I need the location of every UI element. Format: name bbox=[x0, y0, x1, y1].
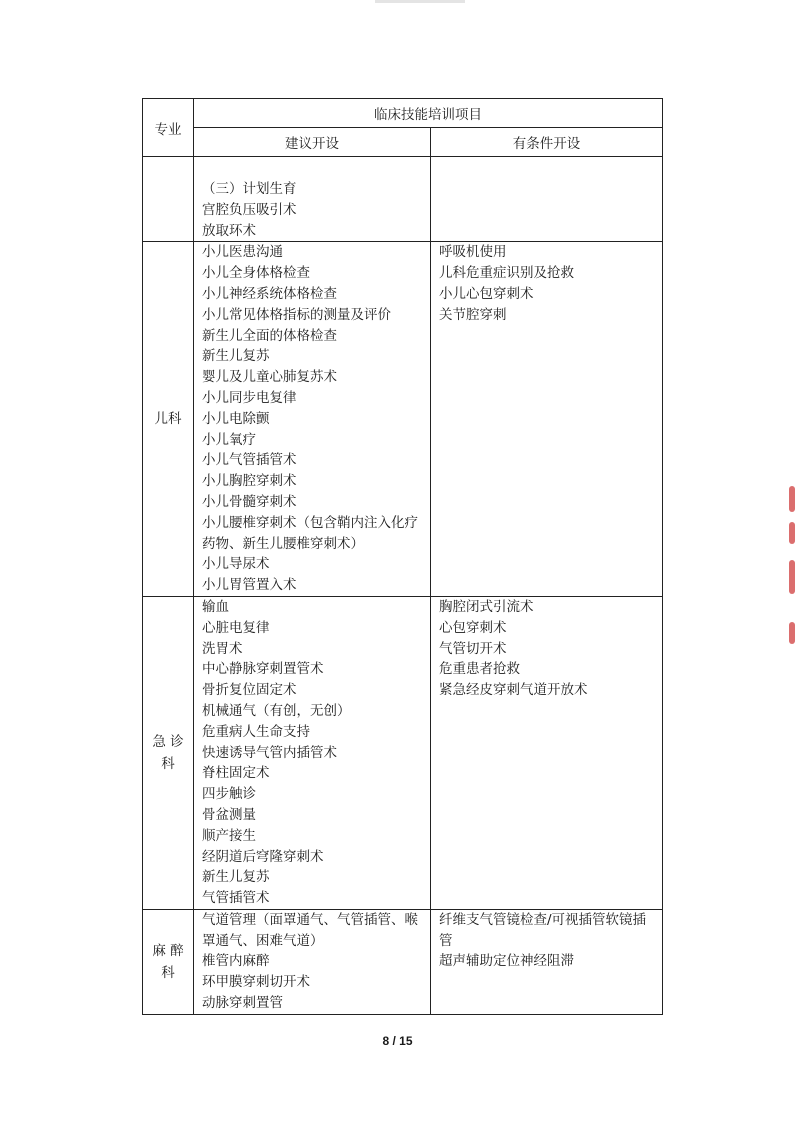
table-row bbox=[143, 157, 663, 242]
category-pediatrics: 儿科 bbox=[143, 242, 194, 597]
category-line: 急 诊 bbox=[152, 733, 184, 750]
suggested-cell bbox=[194, 596, 431, 909]
suggested-cell bbox=[194, 157, 431, 242]
list-item: 新生儿复苏 bbox=[202, 869, 270, 886]
list-item: 小儿导尿术 bbox=[202, 556, 270, 573]
list-item: 管 bbox=[439, 932, 453, 949]
list-item: 新生儿复苏 bbox=[202, 348, 270, 365]
list-item: 脊柱固定术 bbox=[202, 765, 270, 782]
list-item: 罩通气、困难气道） bbox=[202, 932, 324, 949]
list-item: 机械通气（有创，无创） bbox=[202, 702, 351, 719]
list-item: 小儿电除颤 bbox=[202, 410, 270, 427]
table-title: 临床技能培训项目 bbox=[194, 99, 663, 128]
list-item: 关节腔穿刺 bbox=[439, 306, 507, 323]
list-item: 小儿胸腔穿刺术 bbox=[202, 473, 297, 490]
suggested-cell bbox=[194, 909, 431, 1014]
list-item: 紧急经皮穿刺气道开放术 bbox=[439, 682, 588, 699]
list-item: 气道管理（面罩通气、气管插管、喉 bbox=[202, 911, 418, 928]
list-item: 宫腔负压吸引术 bbox=[202, 201, 297, 218]
list-item: 危重患者抢救 bbox=[439, 661, 520, 678]
list-item: 小儿气管插管术 bbox=[202, 452, 297, 469]
list-item: 骨折复位固定术 bbox=[202, 682, 297, 699]
list-item: 动脉穿刺置管 bbox=[202, 995, 283, 1012]
category-line: 科 bbox=[161, 964, 175, 981]
list-item: 超声辅助定位神经阻滞 bbox=[439, 953, 574, 970]
category-line: 麻 醉 bbox=[152, 942, 184, 959]
suggested-cell bbox=[194, 242, 431, 597]
list-item: 婴儿及儿童心肺复苏术 bbox=[202, 369, 337, 386]
list-item: 输血 bbox=[202, 598, 229, 615]
list-item: 小儿同步电复律 bbox=[202, 389, 297, 406]
conditional-cell bbox=[431, 596, 663, 909]
list-item: 药物、新生儿腰椎穿刺术） bbox=[202, 535, 364, 552]
list-item: 新生儿全面的体格检查 bbox=[202, 327, 337, 344]
category-line: 科 bbox=[161, 755, 175, 772]
list-item: 小儿神经系统体格检查 bbox=[202, 285, 337, 302]
training-table bbox=[142, 98, 663, 1015]
suggested-header: 建议开设 bbox=[194, 128, 431, 157]
list-item: 气管插管术 bbox=[202, 890, 270, 907]
list-item: 小儿医患沟通 bbox=[202, 244, 283, 261]
list-item: 环甲膜穿刺切开术 bbox=[202, 974, 310, 991]
table-row bbox=[143, 909, 663, 1014]
table-subheader-row bbox=[143, 128, 663, 157]
list-item: 心包穿刺术 bbox=[439, 619, 507, 636]
list-item: 放取环术 bbox=[202, 222, 256, 239]
list-item: 小儿心包穿刺术 bbox=[439, 285, 534, 302]
list-item: 骨盆测量 bbox=[202, 806, 256, 823]
conditional-cell bbox=[431, 242, 663, 597]
list-item: 四步触诊 bbox=[202, 786, 256, 803]
list-item: 小儿胃管置入术 bbox=[202, 577, 297, 594]
conditional-cell bbox=[431, 909, 663, 1014]
conditional-cell bbox=[431, 157, 663, 242]
list-item: 胸腔闭式引流术 bbox=[439, 598, 534, 615]
category-anesthesia bbox=[143, 909, 194, 1014]
page-number: 8 / 15 bbox=[382, 1034, 413, 1048]
list-item: 中心静脉穿刺置管术 bbox=[202, 661, 324, 678]
major-header: 专业 bbox=[143, 99, 194, 157]
conditional-header: 有条件开设 bbox=[431, 128, 663, 157]
list-item: 危重病人生命支持 bbox=[202, 723, 310, 740]
list-item: 小儿氧疗 bbox=[202, 431, 256, 448]
table-row bbox=[143, 596, 663, 909]
scan-edge-mark bbox=[375, 0, 465, 3]
list-item: 纤维支气管镜检查/可视插管软镜插 bbox=[439, 911, 647, 928]
list-item: 心脏电复律 bbox=[202, 619, 270, 636]
red-stamp-edge bbox=[785, 482, 795, 650]
list-item: 洗胃术 bbox=[202, 640, 243, 657]
list-item: 呼吸机使用 bbox=[439, 244, 507, 261]
list-item: 小儿全身体格检查 bbox=[202, 265, 310, 282]
list-item: 快速诱导气管内插管术 bbox=[202, 744, 337, 761]
list-item: 椎管内麻醉 bbox=[202, 953, 270, 970]
list-item: 小儿腰椎穿刺术（包含鞘内注入化疗 bbox=[202, 514, 418, 531]
list-item: 顺产接生 bbox=[202, 827, 256, 844]
category-emergency bbox=[143, 596, 194, 909]
list-item: 小儿骨髓穿刺术 bbox=[202, 493, 297, 510]
category-cell-empty bbox=[143, 157, 194, 242]
list-item: 气管切开术 bbox=[439, 640, 507, 657]
table-row bbox=[143, 242, 663, 597]
list-item: 小儿常见体格指标的测量及评价 bbox=[202, 306, 391, 323]
list-item: （三）计划生育 bbox=[202, 181, 297, 197]
table-header-row bbox=[143, 99, 663, 128]
list-item: 儿科危重症识别及抢救 bbox=[439, 265, 574, 282]
list-item: 经阴道后穹隆穿刺术 bbox=[202, 848, 324, 865]
